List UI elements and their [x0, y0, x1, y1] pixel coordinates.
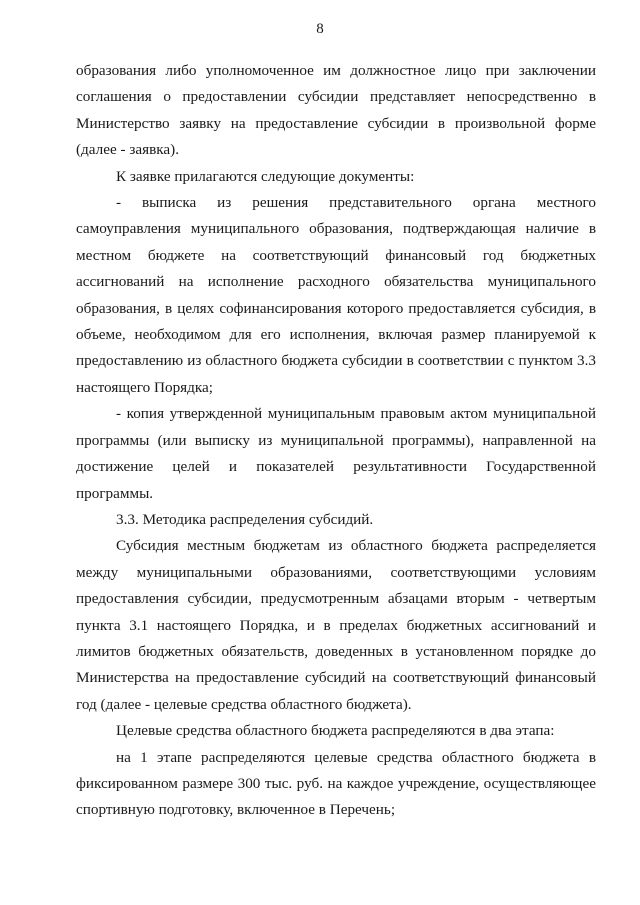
paragraph-bullet-budget-extract: - выписка из решения представительного органа местного самоуправления муниципального образования, подтверждающая наличие в местном бюджете на соответствующий финансовый год бюджетных ассигнований на исполнение расходного обязательства муниципального образования, в целях софинансирования которого предоставляется субсидия, в объеме, необходимом для его исполнения, включая размер планируемой к предоставлению из областного бюджета субсидии в соответствии с пунктом 3.3 настоящего Порядка; — [76, 194, 596, 396]
paragraph-stage-one: на 1 этапе распределяются целевые средства областного бюджета в фиксированном размере 300 тыс. руб. на каждое учреждение, осуществляющее спортивную подготовку, включенное в Перечень; — [76, 748, 596, 819]
paragraph-continuation: образования либо уполномоченное им должностное лицо при заключении соглашения о предоставлении субсидии представляет непосредственно в Министерство заявку на предоставление субсидии в произвольной форме (далее - заявка). — [76, 62, 596, 159]
page-number: 8 — [316, 21, 324, 37]
section-heading-3-3: 3.3. Методика распределения субсидий. — [116, 510, 374, 528]
paragraph-bullet-program-copy: - копия утвержденной муниципальным правовым актом муниципальной программы (или выписку из муниципальной программы), направленной на достижение целей и показателей результативности Государственной программы. — [76, 405, 596, 502]
document-body — [76, 58, 596, 824]
paragraph-subsidy-distribution: Субсидия местным бюджетам из областного бюджета распределяется между муниципальными образованиями, соответствующими условиям предоставления субсидии, предусмотренным абзацами вторым - четвертым пункта 3.1 настоящего Порядка, и в пределах бюджетных ассигнований и лимитов бюджетных обязательств, доведенных в установленном порядке до Министерства на предоставление субсидий на соответствующий финансовый год (далее - целевые средства областного бюджета). — [76, 537, 596, 713]
paragraph-two-stages: Целевые средства областного бюджета распределяются в два этапа: — [116, 722, 555, 740]
paragraph-attachments-intro: К заявке прилагаются следующие документы: — [116, 167, 415, 185]
